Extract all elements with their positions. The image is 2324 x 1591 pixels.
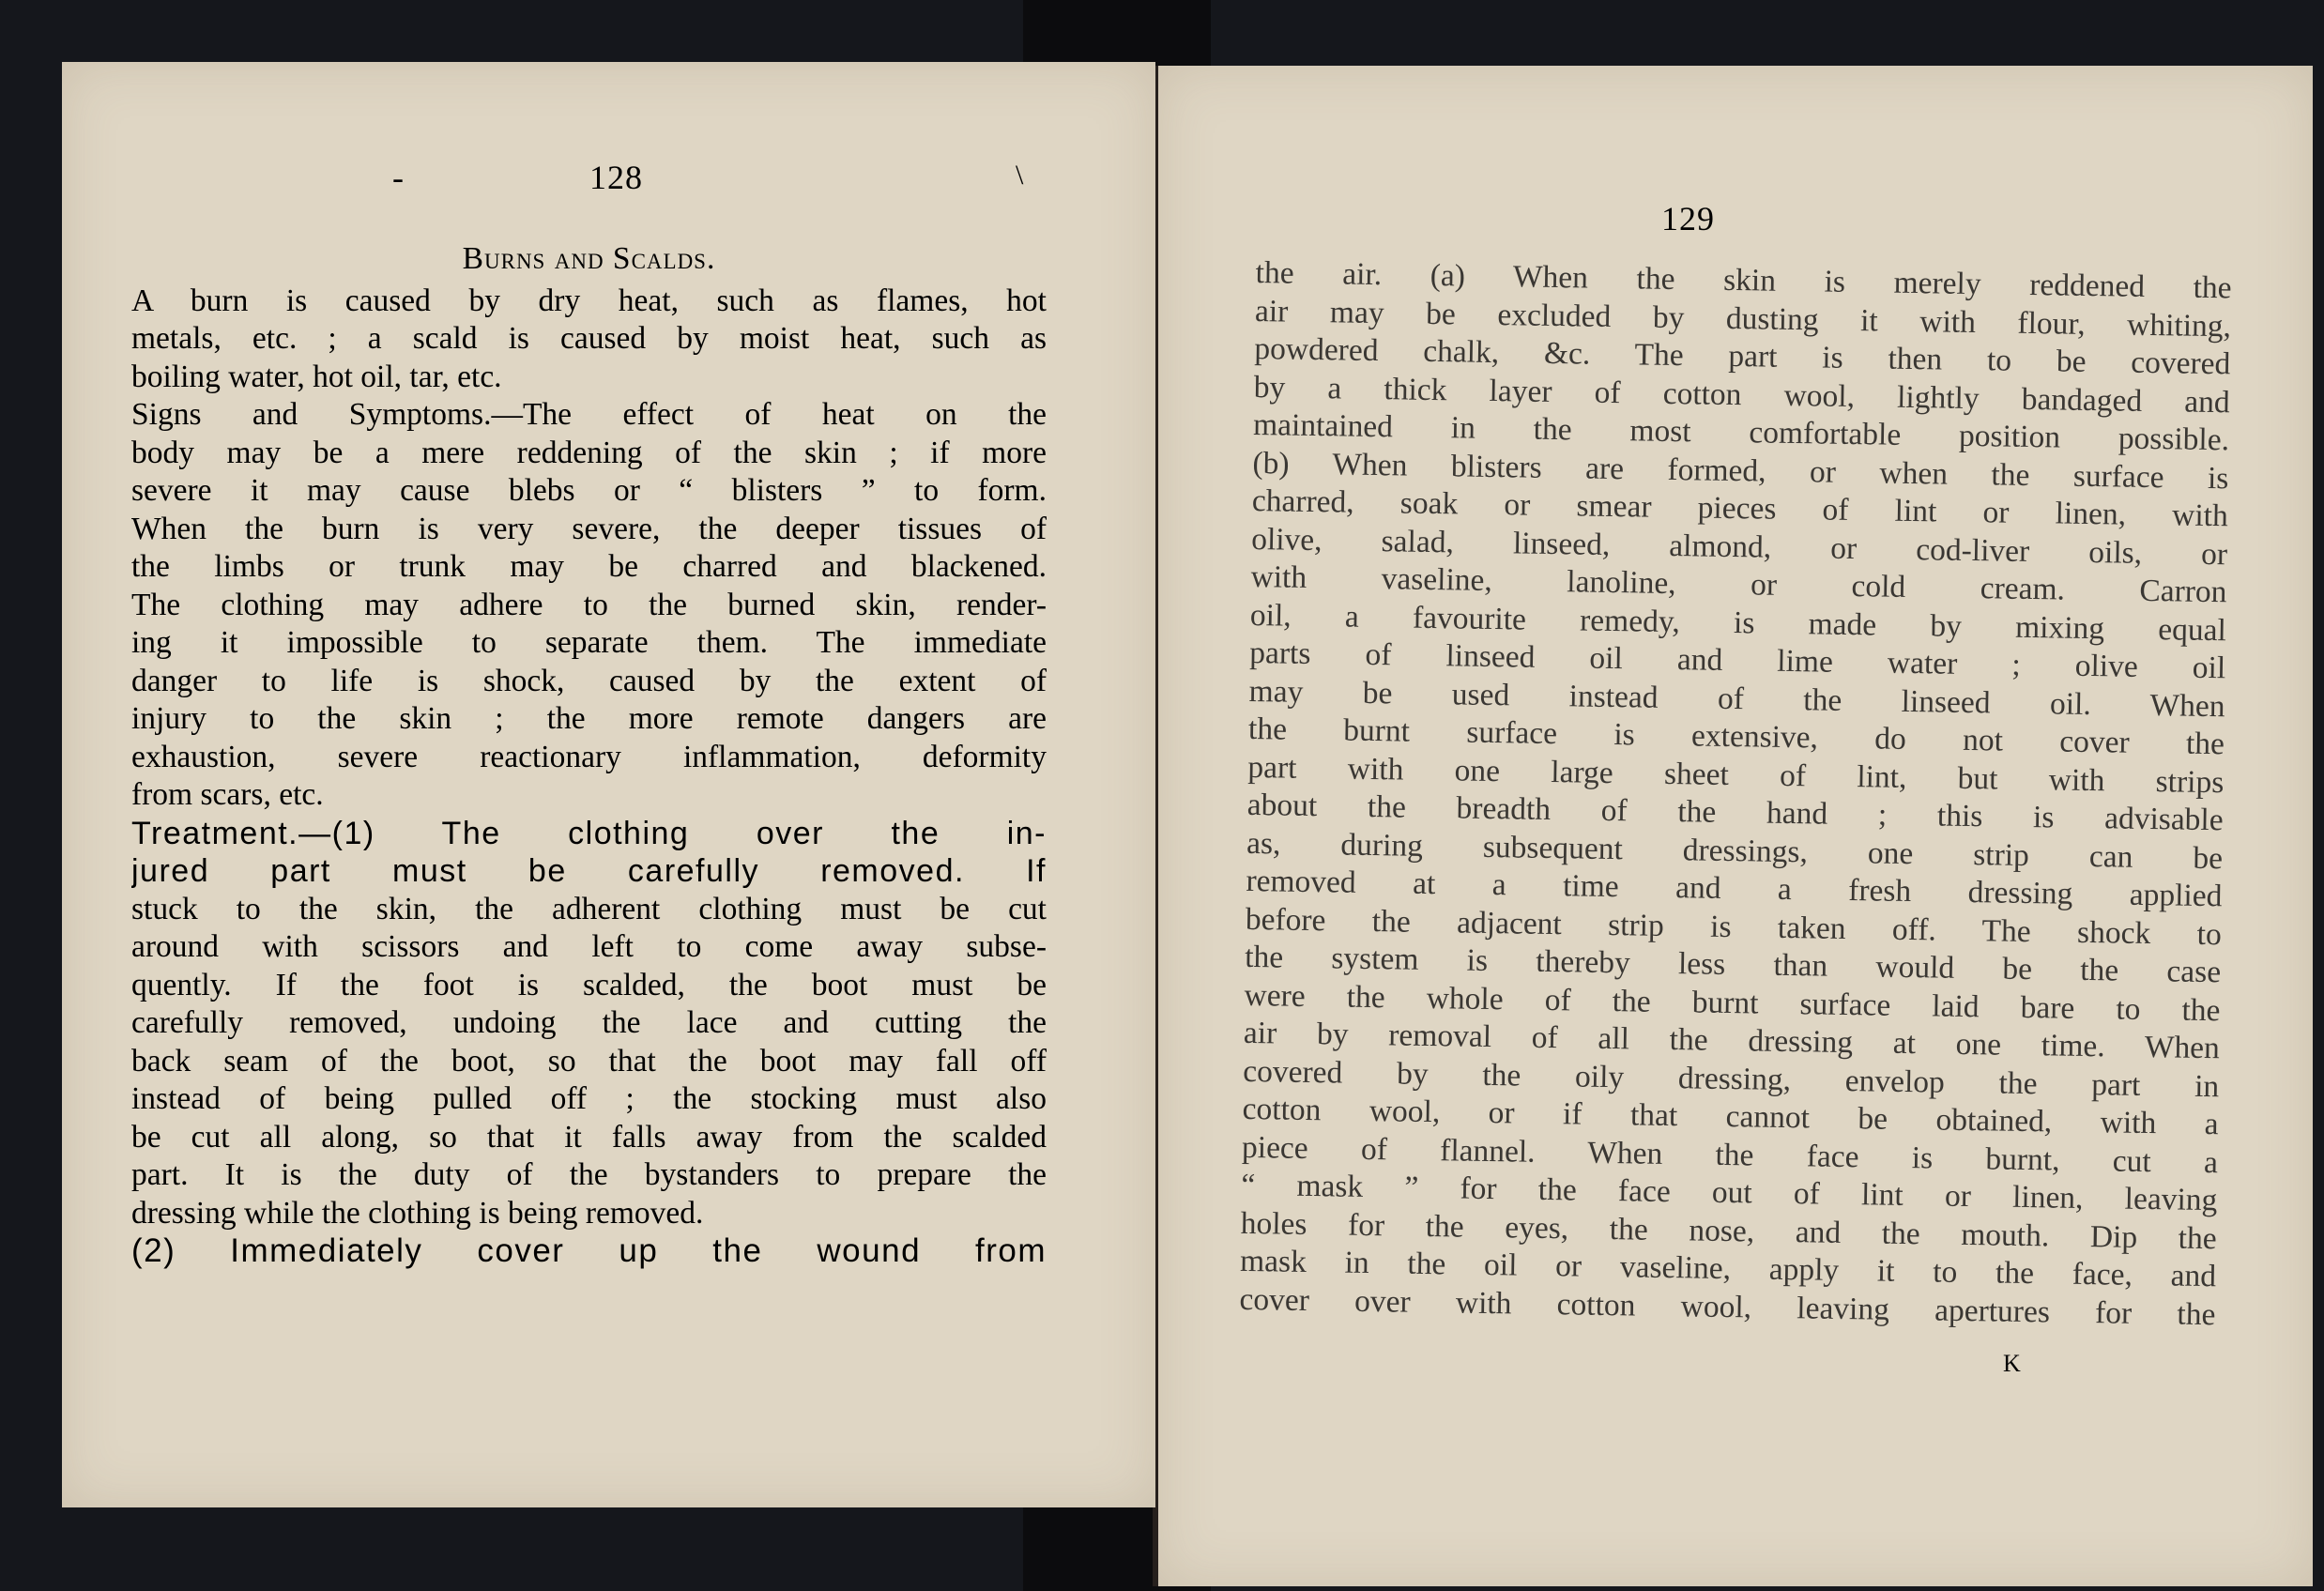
text-line: maintained in the most comfortable position possible. (1252, 406, 2230, 458)
right-page-number: 129 (1661, 200, 1715, 237)
text-line: by a thick layer of cotton wool, lightly bandaged and (1253, 369, 2230, 420)
text-line: The clothing may adhere to the burned skin, render- (131, 587, 1047, 622)
text-line: danger to life is shock, caused by the extent of (131, 663, 1047, 698)
text-line: holes for the eyes, the nose, and the mouth. Dip the (1240, 1205, 2217, 1256)
text-line: from scars, etc. (131, 777, 324, 812)
right-page-text (1239, 254, 2232, 1334)
text-line: quently. If the foot is scalded, the boot must be (131, 967, 1047, 1002)
text-line: ing it impossible to separate them. The immediate (131, 625, 1047, 660)
text-line: were the whole of the burnt surface laid bare to the (1244, 977, 2221, 1028)
text-line: instead of being pulled off ; the stocking must also (131, 1081, 1047, 1116)
text-line: around with scissors and left to come away subse- (131, 929, 1047, 964)
section-heading: Burns and Scalds. (462, 241, 716, 276)
text-line: about the breadth of the hand ; this is advisable (1246, 787, 2224, 838)
text-line: covered by the oily dressing, envelop the part in (1243, 1053, 2220, 1104)
left-page-text (131, 240, 1047, 1271)
text-line: When the burn is very severe, the deeper tissues of (131, 511, 1047, 546)
left-header-dash: - (392, 159, 405, 196)
text-line: stuck to the skin, the adherent clothing must be cut (131, 891, 1047, 926)
text-line: (b) When blisters are formed, or when the surface is (1252, 445, 2229, 496)
text-line: back seam of the boot, so that the boot may fall off (131, 1043, 1047, 1079)
text-line: parts of linseed oil and lime water ; olive oil (1249, 635, 2226, 686)
text-line: cover over with cotton wool, leaving apertures for the (1239, 1281, 2216, 1332)
text-line: the air. (a) When the skin is merely reddened the (1255, 254, 2232, 306)
text-line: powdered chalk, &c. The part is then to be covered (1254, 330, 2231, 382)
text-line: body may be a mere reddening of the skin ; if more (131, 435, 1047, 470)
text-line: charred, soak or smear pieces of lint or linen, with (1251, 482, 2229, 534)
text-line: air may be excluded by dusting it with flour, whiting, (1254, 293, 2232, 344)
text-line: carefully removed, undoing the lace and cutting the (131, 1005, 1047, 1040)
text-line: the system is thereby less than would be the case (1244, 939, 2222, 990)
text-line: removed at a time and a fresh dressing applied (1246, 863, 2223, 914)
left-corner-mark: \ (1016, 160, 1025, 191)
text-line: mask in the oil or vaseline, apply it to the face, and (1239, 1243, 2217, 1294)
text-line: Signs and Symptoms.—The effect of heat on the (131, 397, 1047, 432)
text-line: the burnt surface is extensive, do not cover the (1247, 711, 2225, 762)
text-line: “ mask ” for the face out of lint or linen, leaving (1241, 1167, 2218, 1218)
text-line: before the adjacent strip is taken off. The shock to (1245, 901, 2223, 952)
text-line: piece of flannel. When the face is burnt, cut a (1241, 1129, 2219, 1180)
text-line: may be used instead of the linseed oil. When (1248, 673, 2225, 724)
text-line: exhaustion, severe reactionary inflammation, deformity (131, 739, 1047, 774)
text-line: (2) Immediately cover up the wound from (131, 1232, 1047, 1269)
text-line: part with one large sheet of lint, but with strips (1247, 749, 2225, 800)
text-line: be cut all along, so that it falls away from the scalded (131, 1119, 1047, 1155)
text-line: as, during subsequent dressings, one strip can be (1246, 825, 2224, 876)
text-line: dressing while the clothing is being removed. (131, 1195, 704, 1231)
text-line: olive, salad, linseed, almond, or cod-liver oils, or (1250, 521, 2228, 572)
text-line: jured part must be carefully removed. If (131, 853, 1047, 889)
text-line: part. It is the duty of the bystanders to prepare the (131, 1157, 1047, 1192)
text-line: the limbs or trunk may be charred and blackened. (131, 549, 1047, 584)
text-line: metals, etc. ; a scald is caused by moist heat, such as (131, 321, 1047, 356)
text-line: boiling water, hot oil, tar, etc. (131, 359, 502, 394)
text-line: with vaseline, lanoline, or cold cream. Carron (1250, 558, 2227, 610)
text-line: oil, a favourite remedy, is made by mixing equal (1249, 597, 2227, 648)
text-line: cotton wool, or if that cannot be obtained, with a (1242, 1091, 2219, 1142)
signature-mark: K (2003, 1350, 2022, 1377)
text-line: severe it may cause blebs or “ blisters ” to form. (131, 473, 1047, 508)
text-line: Treatment.—(1) The clothing over the in- (131, 815, 1047, 851)
text-line: air by removal of all the dressing at one time. When (1243, 1015, 2221, 1066)
text-line: A burn is caused by dry heat, such as flames, hot (131, 283, 1047, 318)
text-line: injury to the skin ; the more remote dangers are (131, 701, 1047, 736)
left-page-number: 128 (589, 159, 643, 196)
